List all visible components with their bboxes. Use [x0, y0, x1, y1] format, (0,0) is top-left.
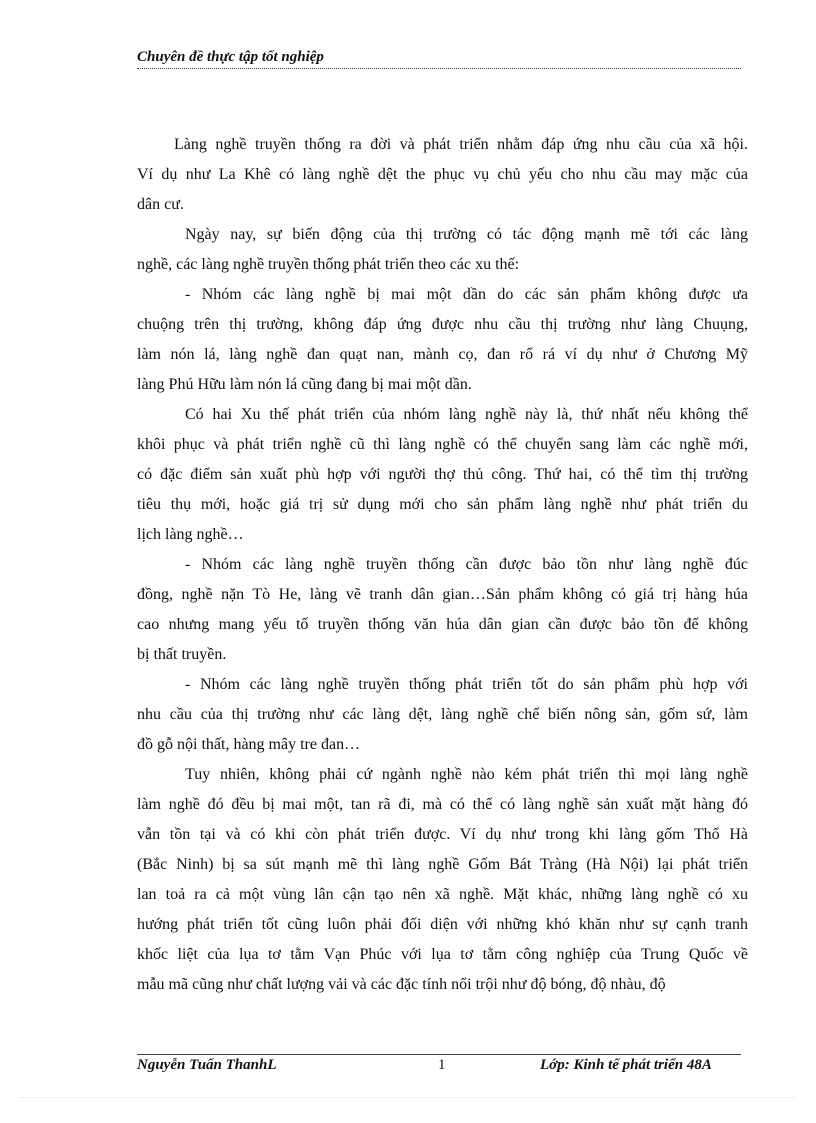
- header-divider: [137, 68, 741, 69]
- running-header-title: Chuyên đề thực tập tốt nghiệp: [137, 49, 324, 65]
- text-line: chuộng trên thị trường, không đáp ứng được nhu cầu thị trường như làng Chuụng,: [137, 316, 748, 333]
- text-line: lan toả ra cả một vùng lân cận tạo nên xã nghề. Mặt khác, những làng nghề có xu: [137, 886, 748, 903]
- text-line: hướng phát triển tốt cũng luôn phải đối diện với những khó khăn như sự cạnh tranh: [137, 916, 748, 933]
- text-line: nhu cầu của thị trường như các làng dệt, làng nghề chế biến nông sản, gốm sứ, làm: [137, 706, 748, 723]
- text-line: vẫn tồn tại và có khi còn phát triển được. Ví dụ như trong khi làng gốm Thổ Hà: [137, 826, 748, 843]
- footer-author: Nguyễn Tuấn ThanhL: [137, 1057, 277, 1073]
- page-bottom-edge: [20, 1097, 796, 1098]
- page-number: 1: [438, 1057, 446, 1073]
- text-line: nghề, các làng nghề truyền thống phát triển theo các xu thế:: [137, 256, 520, 273]
- text-line: Ngày nay, sự biến động của thị trường có tác động mạnh mẽ tới các làng: [185, 226, 748, 243]
- text-line: lịch làng nghề…: [137, 526, 244, 543]
- text-line: bị thất truyền.: [137, 646, 227, 663]
- document-body: [137, 130, 748, 1000]
- text-line: (Bắc Ninh) bị sa sút mạnh mẽ thì làng nghề Gốm Bát Tràng (Hà Nội) lại phát triển: [137, 856, 748, 873]
- text-line: đồ gỗ nội thất, hàng mây tre đan…: [137, 736, 361, 753]
- text-line: đồng, nghề nặn Tò He, làng vẽ tranh dân gian…Sản phẩm không có giá trị hàng húa: [137, 586, 748, 603]
- text-line: khôi phục và phát triển nghề cũ thì làng nghề có thể chuyển sang làm các nghề mới,: [137, 436, 748, 453]
- text-line: tiêu thụ mới, hoặc giá trị sử dụng mới cho sản phẩm làng nghề như phát triển du: [137, 496, 748, 513]
- footer-class: Lớp: Kinh tế phát triển 48A: [540, 1057, 712, 1073]
- text-line: mẫu mã cũng như chất lượng vải và các đặc tính nổi trội như độ bóng, độ nhàu, độ: [137, 976, 666, 993]
- text-line: làm nón lá, làng nghề đan quạt nan, mành cọ, đan rổ rá ví dụ như ở Chương Mỹ: [137, 346, 748, 363]
- text-line: - Nhóm các làng nghề truyền thống phát triển tốt do sản phẩm phù hợp với: [185, 676, 748, 693]
- text-line: - Nhóm các làng nghề bị mai một dần do các sản phẩm không được ưa: [185, 286, 748, 303]
- text-line: dân cư.: [137, 196, 184, 213]
- text-line: Làng nghề truyền thống ra đời và phát triển nhằm đáp ứng nhu cầu của xã hội.: [174, 136, 748, 153]
- text-line: Ví dụ như La Khê có làng nghề dệt the phục vụ chủ yếu cho nhu cầu may mặc của: [137, 166, 748, 183]
- text-line: làng Phú Hữu làm nón lá cũng đang bị mai một dần.: [137, 376, 472, 393]
- text-line: có đặc điểm sản xuất phù hợp với người thợ thủ công. Thứ hai, có thể tìm thị trường: [137, 466, 748, 483]
- text-line: Có hai Xu thế phát triển của nhóm làng nghề này là, thứ nhất nếu không thể: [185, 406, 748, 423]
- text-line: Tuy nhiên, không phải cứ ngành nghề nào kém phát triển thì mọi làng nghề: [185, 766, 748, 783]
- text-line: khốc liệt của lụa tơ tằm Vạn Phúc với lụa tơ tằm công nghiệp của Trung Quốc về: [137, 946, 748, 963]
- footer-divider: [137, 1054, 741, 1055]
- text-line: làm nghề đó đều bị mai một, tan rã đi, mà có thể có làng nghề sản xuất mặt hàng đó: [137, 796, 748, 813]
- text-line: cao nhưng mang yếu tố truyền thống văn húa dân gian cần được bảo tồn để không: [137, 616, 748, 633]
- text-line: - Nhóm các làng nghề truyền thống cần được bảo tồn như làng nghề đúc: [185, 556, 748, 573]
